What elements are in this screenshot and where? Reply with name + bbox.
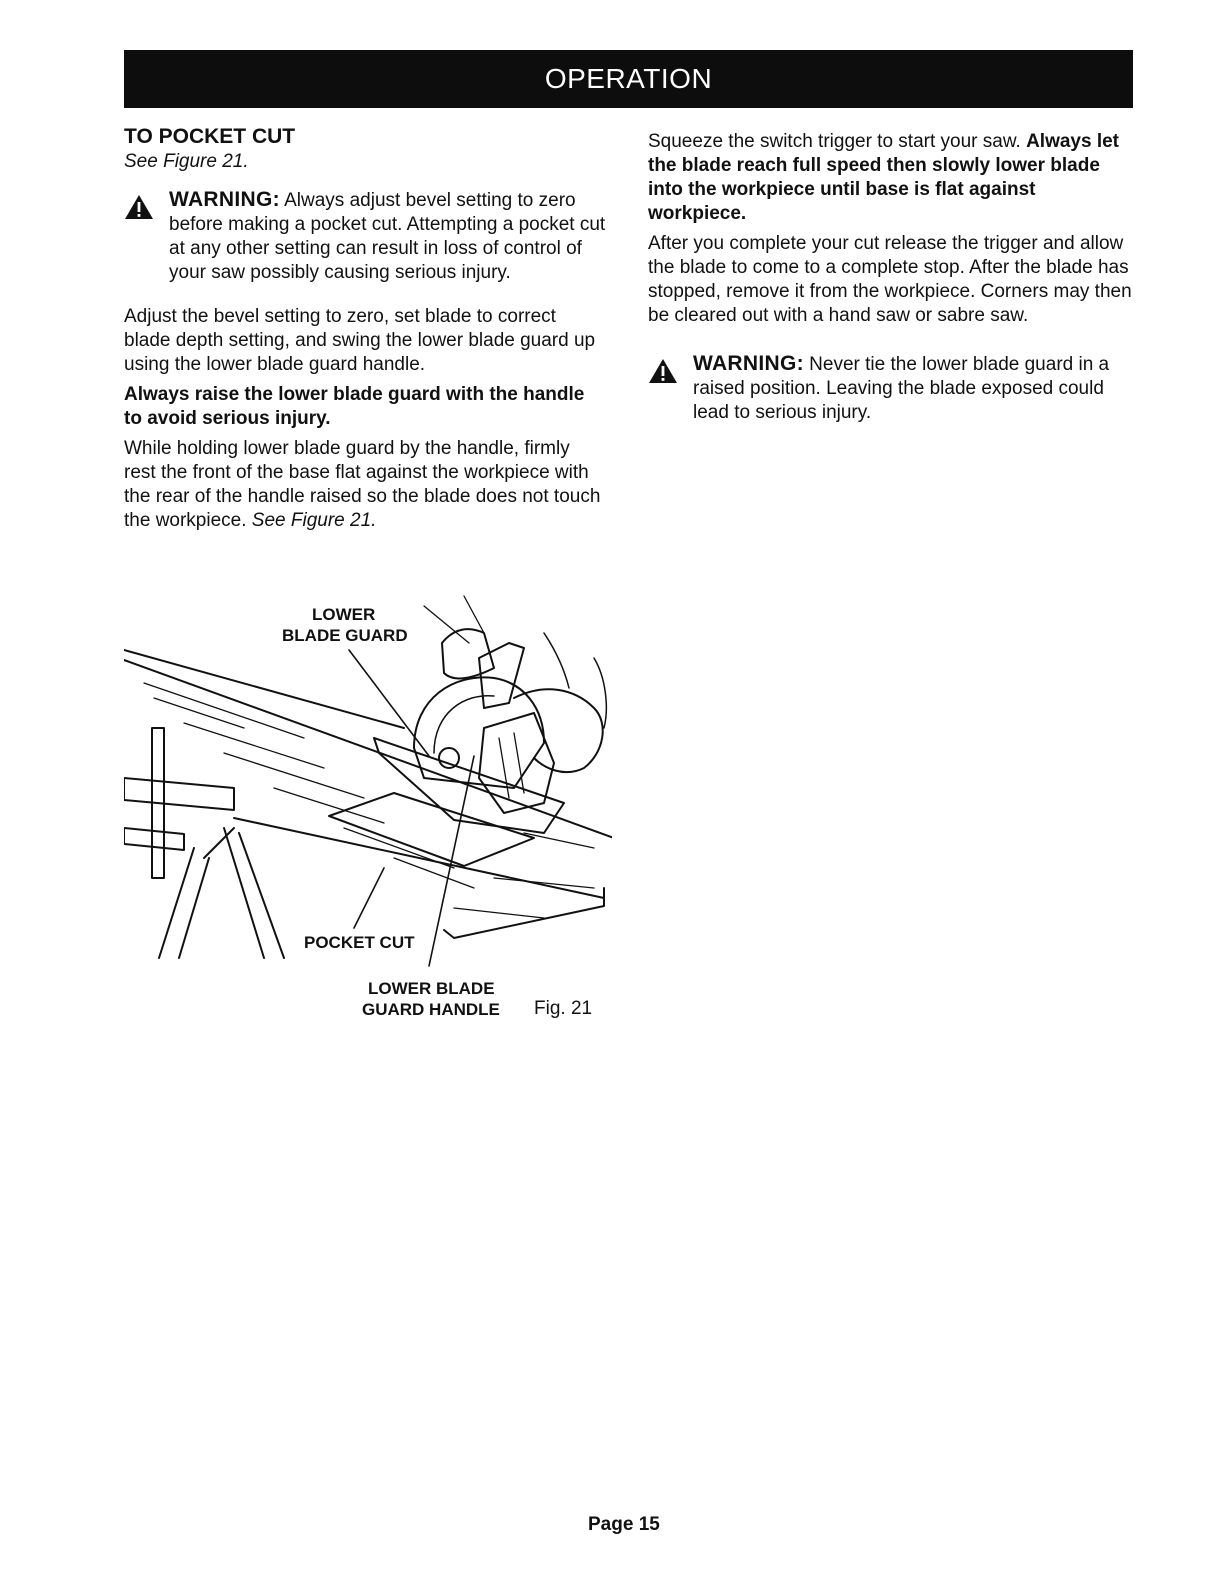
figure-caption: Fig. 21: [534, 998, 593, 1019]
paragraph-hold-guard: [124, 437, 606, 533]
warning-block-guard: [648, 352, 1134, 425]
warning-triangle-icon: [648, 358, 678, 384]
paragraph-start-saw-bold: Always let the blade reach full speed then slowly lower blade into the workpiece until base is flat against workpiece.: [648, 131, 1120, 224]
paragraph-complete-cut: After you complete your cut release the trigger and allow the blade to come to a complete stop. After the blade has stopped, remove it from the workpiece. Corners may then be cleared out with a hand saw or sabre saw.: [648, 233, 1132, 326]
pocket-cut-outline: [329, 793, 534, 866]
circular-saw-illustration: [124, 588, 612, 1024]
paragraph-start-saw: [648, 130, 1134, 226]
figure-reference: See Figure 21.: [124, 151, 249, 172]
section-header: OPERATION: [124, 50, 1133, 108]
page-number: Page 15: [588, 1514, 660, 1535]
paragraph-start-saw-text: Squeeze the switch trigger to start your saw.: [648, 131, 1027, 152]
label-guard-handle-line2: GUARD HANDLE: [362, 1000, 500, 1019]
right-column: [648, 130, 1134, 425]
figure-21: [124, 588, 612, 1024]
board-front-edge: [234, 818, 604, 898]
warning-block-bevel: [124, 188, 606, 285]
label-lower-blade-guard-line2: BLADE GUARD: [282, 626, 408, 645]
paragraph-hold-guard-text: While holding lower blade guard by the handle, firmly rest the front of the base flat against the workpiece with the rear of the handle raised so the blade does not touch the workpiece.: [124, 438, 601, 531]
label-lower-blade-guard-line1: LOWER: [312, 605, 376, 624]
label-pocket-cut: POCKET CUT: [304, 933, 415, 952]
paragraph-adjust-bevel: Adjust the bevel setting to zero, set blade to correct blade depth setting, and swing the lower blade guard up using the lower blade guard handle.: [124, 306, 596, 375]
warning-text: Never tie the lower blade guard in a raised position. Leaving the blade exposed could lead to serious injury.: [693, 354, 1110, 423]
paragraph-raise-guard: Always raise the lower blade guard with the handle to avoid serious injury.: [124, 384, 585, 429]
left-column: [124, 124, 606, 533]
board-top-edge: [124, 650, 404, 728]
label-guard-handle-line1: LOWER BLADE: [368, 979, 495, 998]
figure-reference-inline: See Figure 21.: [251, 510, 377, 531]
warning-text: Always adjust bevel setting to zero before making a pocket cut. Attempting a pocket cut at any other setting can result in loss of control of your saw possibly causing serious injury.: [169, 190, 606, 283]
leader-lower-blade-guard: [349, 650, 429, 756]
warning-triangle-icon: [124, 194, 154, 220]
section-title: TO POCKET CUT: [124, 125, 296, 148]
leader-pocket-cut: [354, 868, 384, 928]
warning-label: WARNING:: [169, 188, 280, 211]
warning-label: WARNING:: [693, 352, 804, 375]
